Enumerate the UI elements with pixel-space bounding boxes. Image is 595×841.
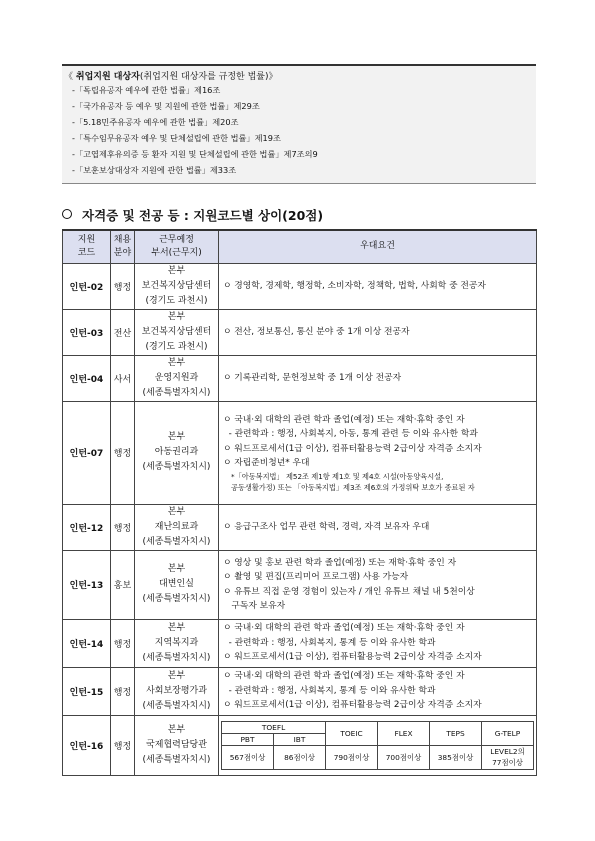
footnote: *「아동복지법」 제52조 제1항 제1호 및 제4호 시설(아동양육시설, — [231, 471, 444, 481]
table-row — [63, 715, 537, 775]
teps-header: TEPS — [430, 721, 482, 745]
row-code: 인턴-02 — [63, 263, 111, 309]
header-code: 지원 코드 — [63, 230, 111, 263]
row-field: 행정 — [111, 619, 135, 667]
flex-header: FLEX — [378, 721, 430, 745]
row-code: 인턴-03 — [63, 309, 111, 355]
toeic-header: TOEIC — [326, 721, 378, 745]
toeic-score: 790점이상 — [326, 745, 378, 769]
row-code: 인턴-13 — [63, 550, 111, 619]
law-item: -「특수임무유공자 예우 및 단체설립에 관한 법률」제19조 — [72, 133, 281, 143]
law-item: -「독립유공자 예우에 관한 법률」제16조 — [72, 85, 221, 95]
table-row — [63, 504, 537, 550]
law-item: -「고엽제후유의증 등 환자 지원 및 단체설립에 관한 법률」제7조의9 — [72, 149, 318, 159]
header-field: 채용 분야 — [111, 230, 135, 263]
row-requirements: ㅇ 전산, 정보통신, 통신 분야 중 1개 이상 전공자 — [219, 309, 537, 355]
row-dept: 본부 보건복지상담센터 (경기도 과천시) — [135, 309, 219, 355]
language-score-table — [221, 721, 534, 770]
header-requirements: 우대요건 — [219, 230, 537, 263]
row-requirements: ㅇ 국내·외 대학의 관련 학과 졸업(예정) 또는 재학·휴학 중인 자 - 관련학과 : 행정, 사회복지, 통계 등 이와 유사한 학과 ㅇ 워드프로세서(1급 이상), 컴퓨터활용능력 2급이상 자격증 소지자 — [219, 667, 537, 715]
row-requirements: ㅇ 국내·외 대학의 관련 학과 졸업(예정) 또는 재학·휴학 중인 자 - 관련학과 : 행정, 사회복지, 통계 등 이와 유사한 학과 ㅇ 워드프로세서(1급 이상), 컴퓨터활용능력 2급이상 자격증 소지자 — [219, 619, 537, 667]
header-dept: 근무예정 부서(근무지) — [135, 230, 219, 263]
row-field: 행정 — [111, 401, 135, 504]
table-row — [63, 401, 537, 504]
row-field: 행정 — [111, 715, 135, 775]
row-dept: 본부 대변인실 (세종특별자치시) — [135, 550, 219, 619]
row-requirements: ㅇ 응급구조사 업무 관련 학력, 경력, 자격 보유자 우대 — [219, 504, 537, 550]
eligible-persons-title: 《 취업지원 대상자(취업지원 대상자를 규정한 법률)》 — [64, 72, 278, 82]
ibt-header: IBT — [274, 733, 326, 745]
law-item: -「5.18민주유공자 예우에 관한 법률」제20조 — [72, 117, 239, 127]
row-dept: 본부 아동권리과 (세종특별자치시) — [135, 401, 219, 504]
toefl-header: TOEFL — [222, 721, 326, 733]
gtelp-score: LEVEL2의 77점이상 — [482, 745, 534, 769]
row-code: 인턴-04 — [63, 355, 111, 401]
row-dept: 본부 운영지원과 (세종특별자치시) — [135, 355, 219, 401]
table-header-row — [63, 230, 537, 263]
row-field: 사서 — [111, 355, 135, 401]
section-heading: 자격증 및 전공 등 : 지원코드별 상이(20점) — [62, 206, 323, 224]
table-row — [63, 355, 537, 401]
row-field: 행정 — [111, 667, 135, 715]
row-code: 인턴-12 — [63, 504, 111, 550]
row-dept: 본부 사회보장평가과 (세종특별자치시) — [135, 667, 219, 715]
row-code: 인턴-14 — [63, 619, 111, 667]
teps-score: 385점이상 — [430, 745, 482, 769]
table-row — [63, 619, 537, 667]
row-dept: 본부 국제협력담당관 (세종특별자치시) — [135, 715, 219, 775]
row-code: 인턴-16 — [63, 715, 111, 775]
table-row — [63, 667, 537, 715]
row-dept: 본부 지역복지과 (세종특별자치시) — [135, 619, 219, 667]
pbt-score: 567점이상 — [222, 745, 274, 769]
ibt-score: 86점이상 — [274, 745, 326, 769]
circle-bullet-icon — [62, 209, 72, 219]
row-field: 행정 — [111, 504, 135, 550]
footnote: 공동생활가정) 또는 「아동복지법」제3조 제6호의 가정위탁 보호가 종료된 자 — [231, 482, 475, 492]
row-dept: 본부 보건복지상담센터 (경기도 과천시) — [135, 263, 219, 309]
row-field: 전산 — [111, 309, 135, 355]
row-requirements: ㅇ 기록관리학, 문헌정보학 중 1개 이상 전공자 — [219, 355, 537, 401]
row-requirements: ㅇ 영상 및 홍보 관련 학과 졸업(예정) 또는 재학·휴학 중인 자 ㅇ 촬영 및 편집(프리미어 프로그램) 사용 가능자 ㅇ 유튜브 직접 운영 경험이 있는자 / 개인 유튜브 채널 내 5천이상 구독자 보유자 — [219, 550, 537, 619]
law-item: -「보훈보상대상자 지원에 관한 법률」제33조 — [72, 165, 237, 175]
row-requirements — [219, 715, 537, 775]
row-dept: 본부 재난의료과 (세종특별자치시) — [135, 504, 219, 550]
row-requirements: ㅇ 국내·외 대학의 관련 학과 졸업(예정) 또는 재학·휴학 중인 자 - 관련학과 : 행정, 사회복지, 아동, 통계 관련 등 이와 유사한 학과 ㅇ 워드프로세서(1급 이상), 컴퓨터활용능력 2급이상 자격증 소지자 ㅇ 자립준비청년* 우대 *「아동복지법」 제52조 제1항 제1호 및 제4호 시설(아동양육시설, 공동생활가정) 또는 「아동복지법」제3조 제6호의 가정위탁 보호가 종료된 자 — [219, 401, 537, 504]
table-row — [63, 550, 537, 619]
table-row — [63, 263, 537, 309]
row-field: 홍보 — [111, 550, 135, 619]
row-code: 인턴-15 — [63, 667, 111, 715]
row-requirements: ㅇ 경영학, 경제학, 행정학, 소비자학, 정책학, 법학, 사회학 중 전공자 — [219, 263, 537, 309]
pbt-header: PBT — [222, 733, 274, 745]
table-row — [63, 309, 537, 355]
law-item: -「국가유공자 등 예우 및 지원에 관한 법률」제29조 — [72, 101, 260, 111]
row-code: 인턴-07 — [63, 401, 111, 504]
eligible-persons-box — [62, 64, 536, 184]
row-field: 행정 — [111, 263, 135, 309]
preference-table — [62, 229, 537, 776]
gtelp-header: G-TELP — [482, 721, 534, 745]
flex-score: 700점이상 — [378, 745, 430, 769]
